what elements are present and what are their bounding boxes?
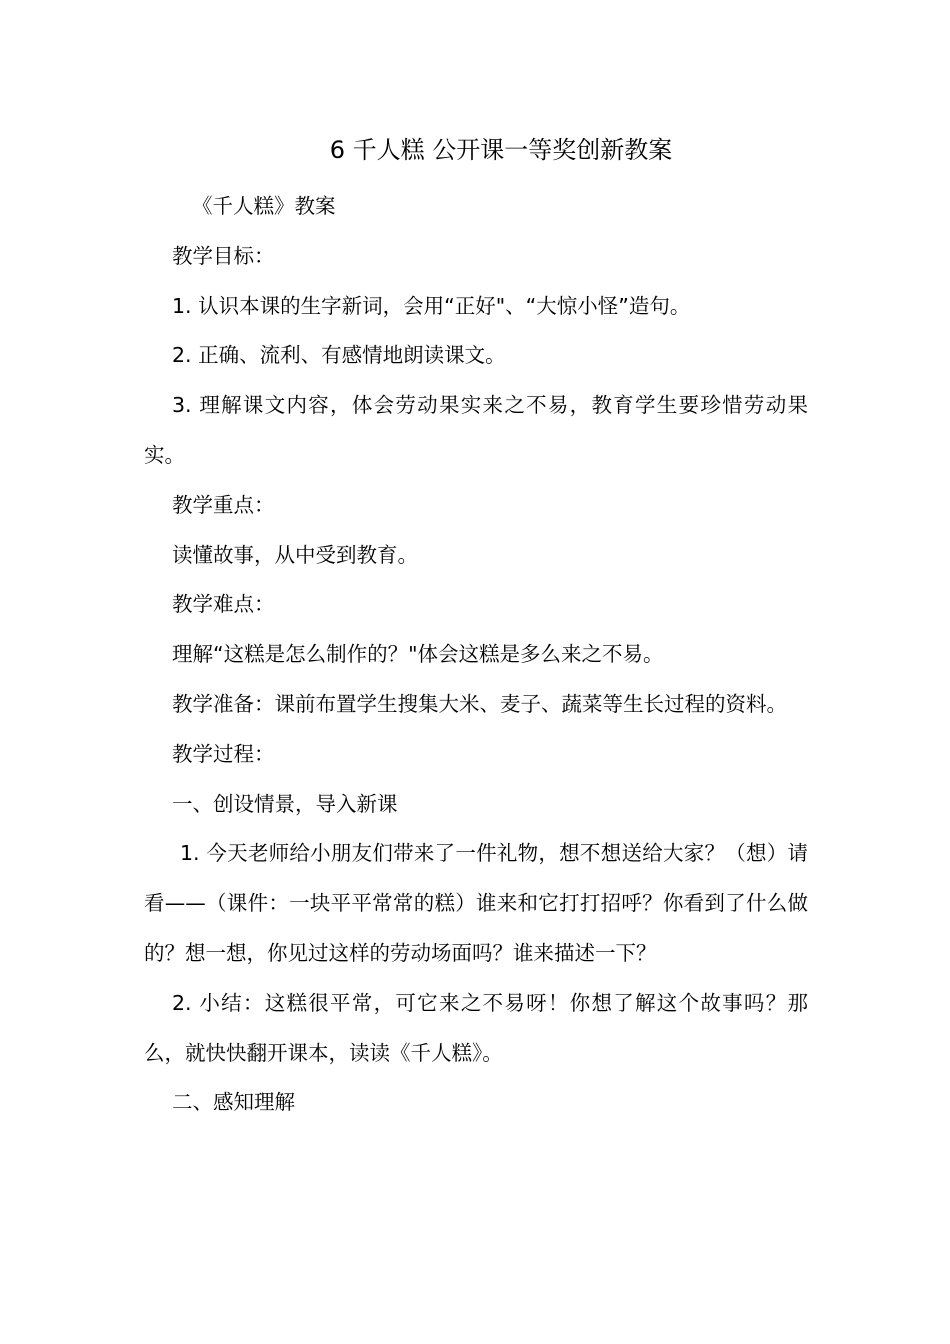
section-heading-difficulties: 教学难点：: [172, 592, 275, 617]
document-body: [144, 182, 808, 1128]
objective-item: 2. 正确、流利、有感情地朗读课文。: [172, 343, 506, 368]
paragraph: 读懂故事，从中受到教育。: [172, 542, 418, 567]
objective-item: 3. 理解课文内容，体会劳动果实来之不易，教育学生要珍惜劳动果实。: [144, 393, 808, 467]
paragraph: 1. 今天老师给小朋友们带来了一件礼物，想不想送给大家？（想）请看——（课件：一块平平常常的糕）谁来和它打打招呼？你看到了什么做的？想一想，你见过这样的劳动场面吗？谁来描述一下？: [144, 841, 808, 965]
lesson-subtitle: 《千人糕》教案: [192, 194, 336, 218]
paragraph: 理解“这糕是怎么制作的？"体会这糕是多么来之不易。: [172, 642, 664, 667]
paragraph: 2. 小结：这糕很平常，可它来之不易呀！你想了解这个故事吗？那么，就快快翻开课本，读读《千人糕》。: [144, 990, 808, 1065]
objective-item: 1. 认识本课的生字新词，会用“正好"、“大惊小怪”造句。: [172, 293, 691, 318]
section-heading-key-points: 教学重点：: [172, 492, 275, 517]
section-heading-objectives: 教学目标：: [172, 243, 275, 268]
subsection-heading: 二、感知理解: [172, 1090, 295, 1115]
section-heading-process: 教学过程：: [172, 741, 275, 766]
subsection-heading: 一、创设情景，导入新课: [172, 791, 398, 816]
paragraph-preparation: 教学准备：课前布置学生搜集大米、麦子、蔬菜等生长过程的资料。: [172, 691, 787, 716]
document-title: 6 千人糕 公开课一等奖创新教案: [329, 136, 673, 164]
